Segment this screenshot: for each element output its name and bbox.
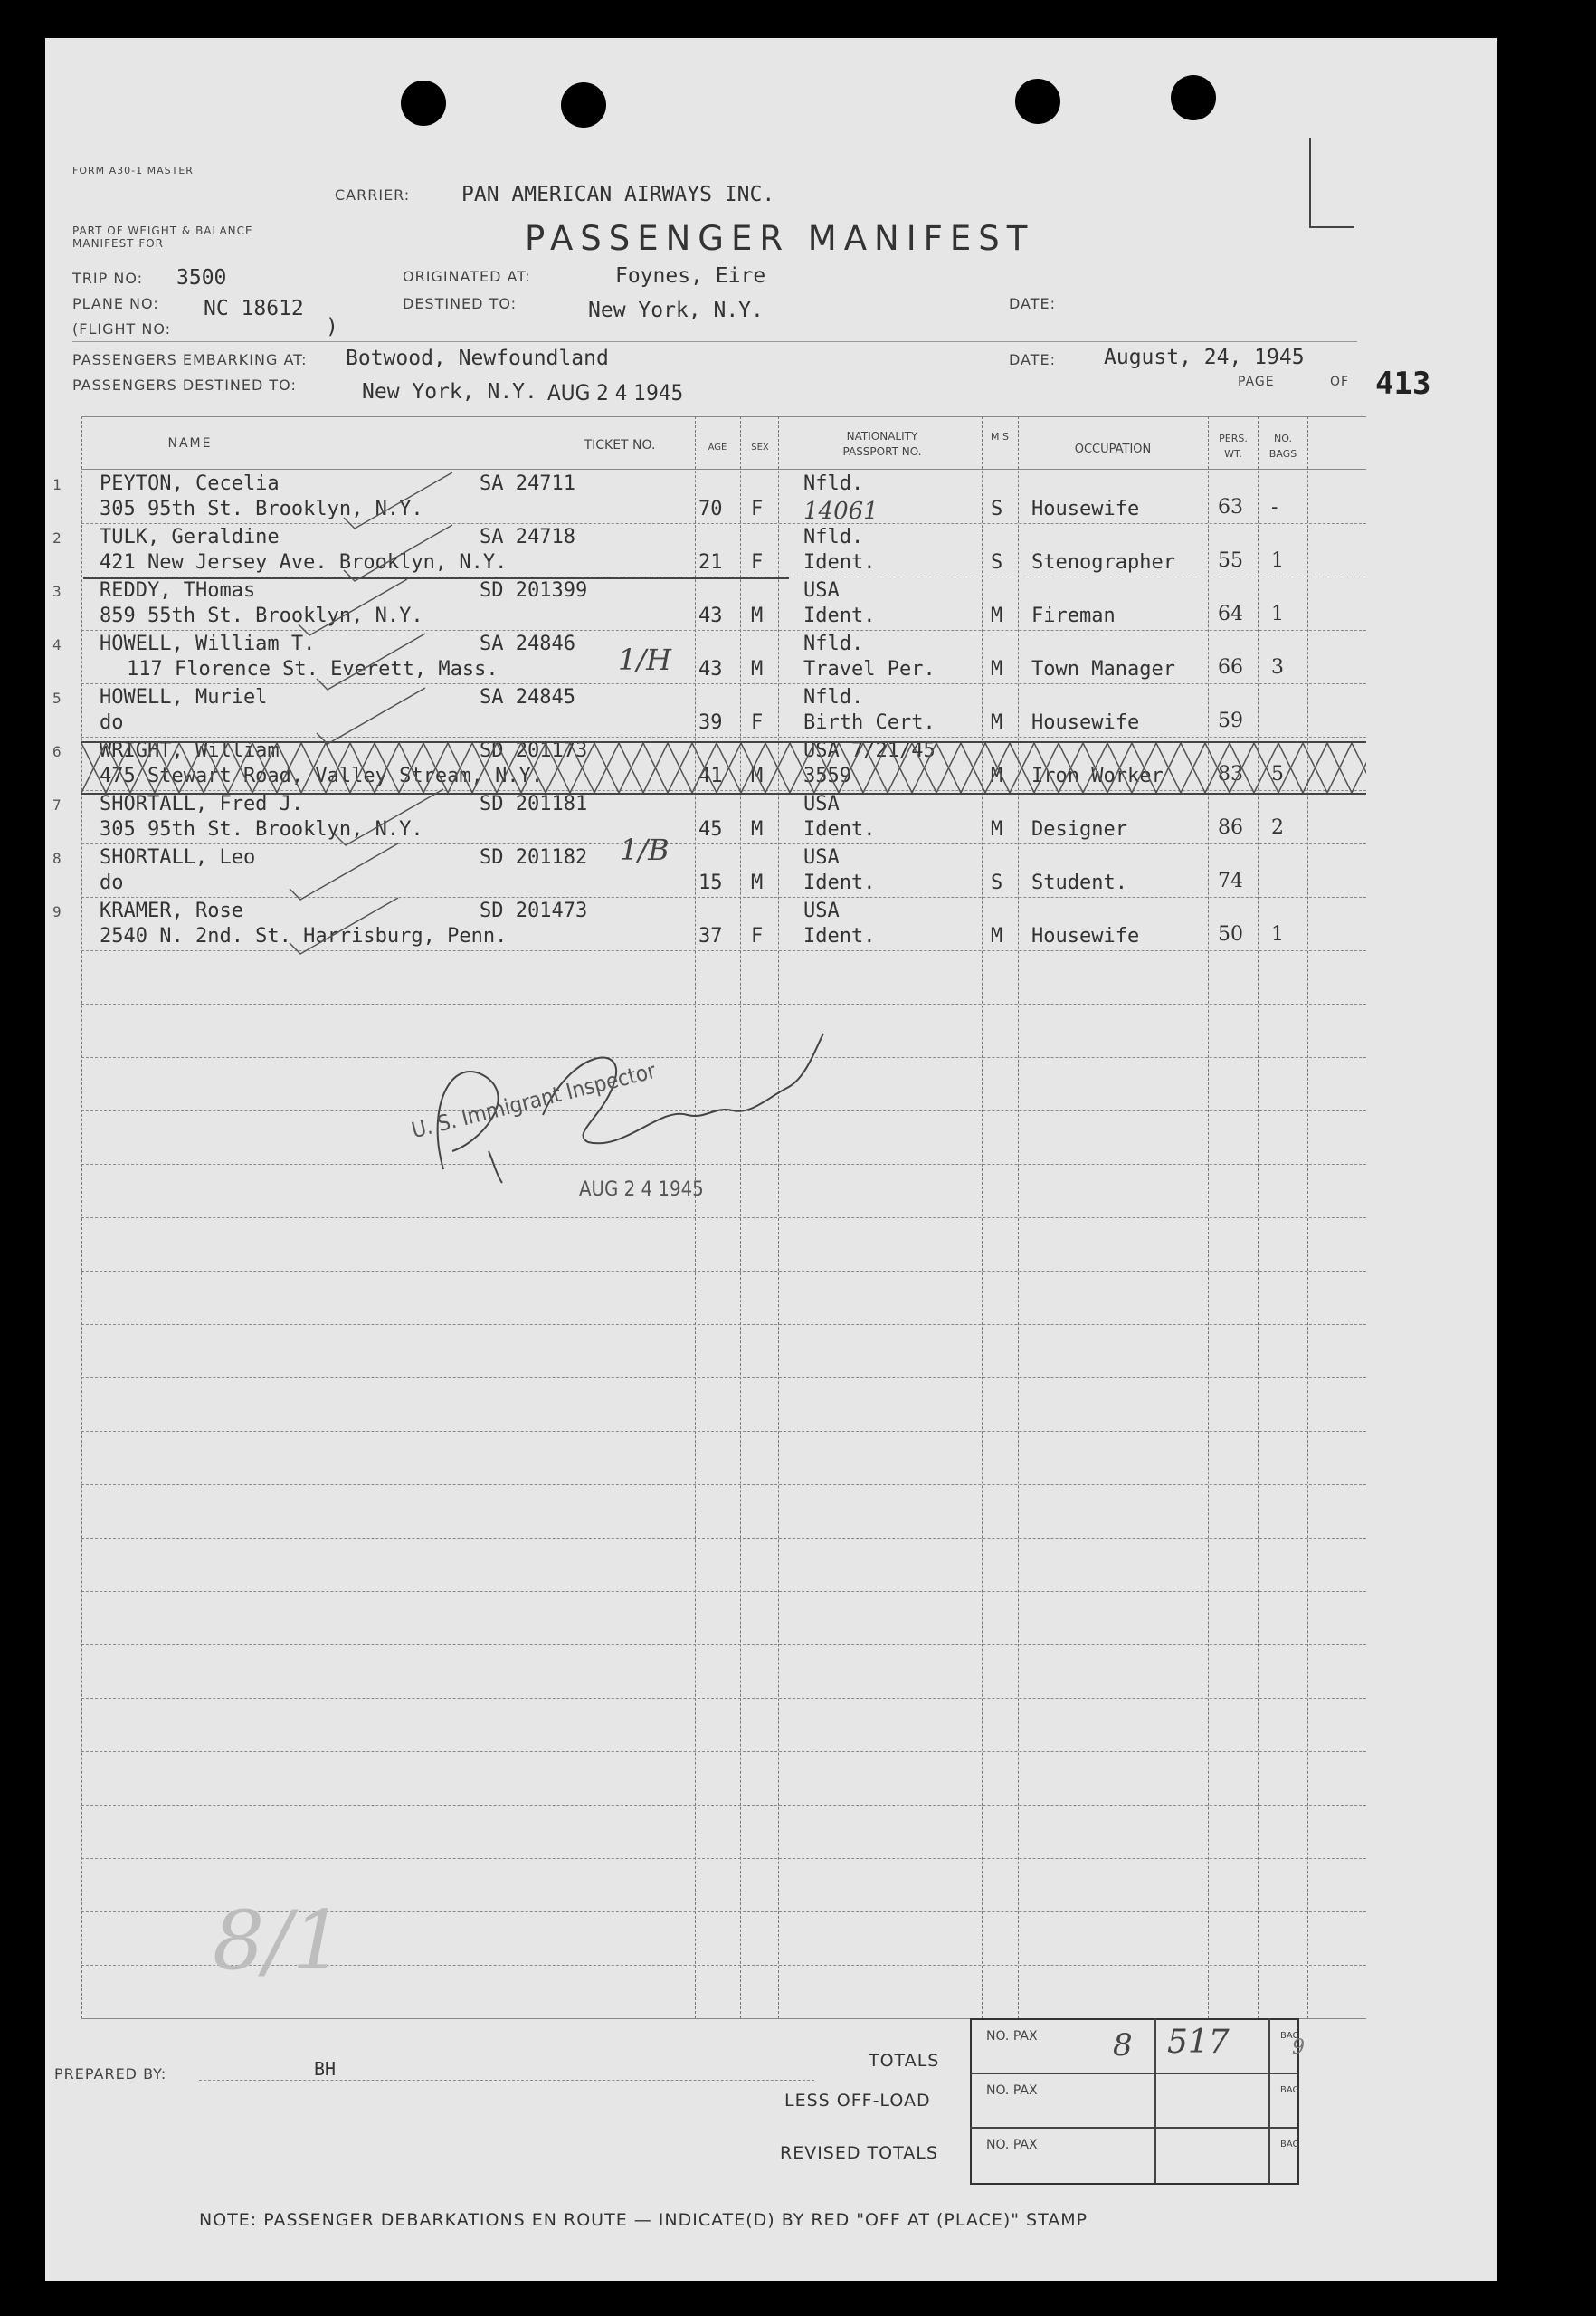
- punch-hole: [1015, 79, 1060, 124]
- flight-label: (FLIGHT NO:: [72, 320, 172, 338]
- ruled-line: [81, 1805, 1366, 1806]
- cell-bags: -: [1271, 496, 1278, 519]
- page-number: 413: [1375, 366, 1431, 402]
- row-number: 7: [52, 796, 62, 814]
- cell-bags: 3: [1271, 656, 1284, 679]
- form-number: FORM A30-1 MASTER: [72, 165, 194, 176]
- ruled-line: [81, 1538, 1366, 1539]
- plane-value: NC 18612: [204, 297, 304, 320]
- cell-address: 305 95th St. Brooklyn, N.Y.: [100, 818, 423, 841]
- originated-value: Foynes, Eire: [615, 264, 766, 288]
- total-bags: 9: [1292, 2036, 1305, 2059]
- cell-age: 37: [698, 925, 723, 948]
- cell-occupation: Housewife: [1031, 498, 1140, 520]
- cell-weight: 50: [1218, 923, 1243, 946]
- cell-nat: Nfld.: [803, 472, 864, 495]
- table-header-border: [81, 469, 1366, 470]
- destined2-label: PASSENGERS DESTINED TO:: [72, 376, 297, 394]
- cell-name: PEYTON, Cecelia: [100, 472, 280, 495]
- cell-weight: 64: [1218, 603, 1243, 625]
- carrier-label: CARRIER:: [335, 186, 411, 204]
- revised-totals-label: REVISED TOTALS: [780, 2143, 938, 2163]
- pax-label: NO. PAX: [986, 2138, 1038, 2152]
- cell-ticket: SD 201173: [480, 739, 588, 762]
- row-number: 6: [52, 743, 62, 760]
- cell-ms: S: [991, 872, 1003, 894]
- cell-address: 475 Stewart Road, Valley Stream, N.Y.: [100, 765, 544, 787]
- col-header-sex: SEX: [751, 443, 769, 453]
- ruled-line: [81, 1431, 1366, 1432]
- cell-ticket: SA 24718: [480, 526, 575, 548]
- strikeout-x: [423, 743, 472, 793]
- manifest-page: [45, 38, 1497, 2281]
- cell-age: 70: [698, 498, 723, 520]
- ruled-line: [81, 523, 1366, 524]
- cell-nat: USA: [803, 900, 840, 922]
- inspector-stamp-date: AUG 2 4 1945: [579, 1178, 704, 1201]
- strikeout-x: [326, 743, 375, 793]
- cell-ms: M: [991, 765, 1003, 787]
- cell-ticket: SA 24711: [480, 472, 575, 495]
- strikeout-x: [1010, 743, 1059, 793]
- ruled-line: [81, 630, 1366, 631]
- embarking-value: Botwood, Newfoundland: [346, 347, 609, 370]
- row-number: 5: [52, 690, 62, 707]
- total-pax: 8: [1113, 2027, 1133, 2063]
- cell-ticket: SD 201473: [480, 900, 588, 922]
- bags-label: BAG: [1280, 2085, 1300, 2095]
- totals-divider: [1268, 2018, 1270, 2183]
- cell-passport: Ident.: [803, 551, 876, 574]
- cell-ticket: SD 201181: [480, 793, 588, 815]
- punch-hole: [401, 81, 446, 126]
- cell-sex: M: [751, 605, 764, 627]
- table-top-border: [81, 416, 1366, 417]
- cell-nat: USA: [803, 579, 840, 602]
- row-number: 2: [52, 529, 62, 547]
- originated-label: ORIGINATED AT:: [403, 268, 531, 285]
- ruled-line: [81, 950, 1366, 951]
- cell-age: 39: [698, 711, 723, 734]
- cell-occupation: Stenographer: [1031, 551, 1175, 574]
- cell-address: 117 Florence St. Everett, Mass.: [127, 658, 499, 681]
- col-header-nationality: NATIONALITY PASSPORT NO.: [842, 430, 922, 458]
- page-of-label: OF: [1330, 375, 1350, 389]
- ruled-line: [81, 897, 1366, 898]
- strikeout-x: [472, 743, 521, 793]
- row-number: 9: [52, 903, 62, 920]
- cell-passport: Travel Per.: [803, 658, 936, 681]
- check-mark: [317, 688, 425, 744]
- pax-label: NO. PAX: [986, 2029, 1038, 2044]
- cell-sex: F: [751, 498, 764, 520]
- cell-name: REDDY, THomas: [100, 579, 256, 602]
- strikeout-x: [1107, 743, 1156, 793]
- ruled-line: [81, 1271, 1366, 1272]
- cell-ms: M: [991, 605, 1003, 627]
- cell-weight: 66: [1218, 656, 1243, 679]
- strikeout-x: [1303, 743, 1352, 793]
- total-weight: 517: [1167, 2024, 1230, 2061]
- ruled-line: [81, 1484, 1366, 1485]
- cell-occupation: Housewife: [1031, 925, 1140, 948]
- strikeout-x: [1059, 743, 1107, 793]
- ruled-line: [81, 1698, 1366, 1699]
- divider: [72, 341, 1357, 342]
- cell-age: 15: [698, 872, 723, 894]
- totals-divider: [970, 2127, 1297, 2129]
- footer-note: NOTE: PASSENGER DEBARKATIONS EN ROUTE — INDICATE(D) BY RED "OFF AT (PLACE)" STAMP: [199, 2210, 1088, 2230]
- trip-label: TRIP NO:: [72, 270, 144, 287]
- strikeout-x: [1254, 743, 1303, 793]
- strikeout-x: [277, 743, 326, 793]
- bags-label: BAG: [1280, 2031, 1300, 2041]
- page-title: PASSENGER MANIFEST: [525, 219, 1035, 258]
- cell-age: 45: [698, 818, 723, 841]
- strikeout-x: [668, 743, 717, 793]
- strikeout-x: [912, 743, 961, 793]
- flight-close: ): [326, 315, 338, 338]
- strikeout-x: [814, 743, 863, 793]
- ruled-line: [81, 1217, 1366, 1218]
- cell-sex: M: [751, 765, 764, 787]
- cell-address: 305 95th St. Brooklyn, N.Y.: [100, 498, 423, 520]
- cell-address: do: [100, 872, 124, 894]
- part-of-label: PART OF WEIGHT & BALANCE MANIFEST FOR: [72, 224, 253, 250]
- cell-age: 21: [698, 551, 723, 574]
- cell-nat: Nfld.: [803, 526, 864, 548]
- destined2-value: New York, N.Y.: [362, 380, 537, 404]
- trip-value: 3500: [176, 266, 227, 290]
- faint-margin-mark: 8/1: [213, 1893, 344, 1988]
- cell-nat: Nfld.: [803, 686, 864, 709]
- destined-value: New York, N.Y.: [588, 299, 764, 322]
- strikeout-x: [130, 743, 179, 793]
- cell-passport: Ident.: [803, 605, 876, 627]
- inspector-stamp: U. S. Immigrant Inspector: [409, 1058, 659, 1144]
- cell-passport: Ident.: [803, 925, 876, 948]
- cell-age: 41: [698, 765, 723, 787]
- totals-divider: [1154, 2018, 1156, 2183]
- ruled-line: [81, 1644, 1366, 1645]
- cell-sex: F: [751, 711, 764, 734]
- col-header-weight: PERS. WT.: [1219, 433, 1248, 460]
- cell-occupation: Designer: [1031, 818, 1127, 841]
- row-number: 1: [52, 476, 62, 493]
- cell-name: HOWELL, William T.: [100, 633, 316, 655]
- row-number: 4: [52, 636, 62, 653]
- strikeout-x: [863, 743, 912, 793]
- ruled-line: [81, 843, 1366, 844]
- cell-name: SHORTALL, Fred J.: [100, 793, 304, 815]
- col-header-bags: NO. BAGS: [1268, 433, 1297, 460]
- cell-sex: F: [751, 925, 764, 948]
- cell-ms: M: [991, 818, 1003, 841]
- col-header-name: NAME: [167, 436, 213, 451]
- row-underline: [83, 577, 789, 579]
- embarking-label: PASSENGERS EMBARKING AT:: [72, 351, 308, 368]
- strikeout-x: [619, 743, 668, 793]
- embark-date-label: DATE:: [1009, 351, 1057, 368]
- cell-address: do: [100, 711, 124, 734]
- handwritten-code: 1/H: [618, 643, 672, 677]
- strikeout-x: [375, 743, 423, 793]
- strikeout-x: [1156, 743, 1205, 793]
- destined-label: DESTINED TO:: [403, 295, 518, 312]
- cell-nat: Nfld.: [803, 633, 864, 655]
- carrier-value: PAN AMERICAN AIRWAYS INC.: [461, 183, 775, 206]
- cell-age: 43: [698, 605, 723, 627]
- cell-ms: M: [991, 925, 1003, 948]
- strikeout-x: [228, 743, 277, 793]
- cell-name: HOWELL, Muriel: [100, 686, 268, 709]
- pax-label: NO. PAX: [986, 2083, 1038, 2098]
- cell-passport: Ident.: [803, 818, 876, 841]
- ruled-line: [81, 737, 1366, 738]
- strikeout-x: [1352, 743, 1366, 793]
- corner-bracket: [1309, 138, 1311, 228]
- ruled-line: [81, 1004, 1366, 1005]
- plane-label: PLANE NO:: [72, 295, 159, 312]
- cell-occupation: Iron Worker: [1031, 765, 1164, 787]
- cell-ticket: SA 24845: [480, 686, 575, 709]
- cell-passport: 3559: [803, 765, 851, 787]
- row-number: 3: [52, 583, 62, 600]
- cell-weight: 86: [1218, 816, 1243, 839]
- col-header-age: AGE: [708, 443, 727, 453]
- row-strikeout: [81, 741, 1366, 796]
- col-header-ticket: TICKET NO.: [584, 438, 656, 453]
- col-header-occupation: OCCUPATION: [1074, 443, 1152, 456]
- ruled-line: [81, 1377, 1366, 1378]
- ruled-line: [81, 1591, 1366, 1592]
- cell-occupation: Housewife: [1031, 711, 1140, 734]
- cell-sex: M: [751, 658, 764, 681]
- strikeout-x: [765, 743, 814, 793]
- cell-occupation: Town Manager: [1031, 658, 1175, 681]
- cell-weight: 63: [1218, 496, 1243, 519]
- cell-nat: USA: [803, 793, 840, 815]
- strikeout-x: [1205, 743, 1254, 793]
- row-number: 8: [52, 850, 62, 867]
- col-header-ms: M S: [991, 431, 1009, 443]
- cell-bags: 1: [1271, 603, 1284, 625]
- strikeout-x: [81, 743, 130, 793]
- cell-weight: 83: [1218, 763, 1243, 786]
- ruled-line: [81, 1324, 1366, 1325]
- strikeout-x: [717, 743, 765, 793]
- cell-nat: USA: [803, 846, 840, 869]
- prepared-label: PREPARED BY:: [54, 2065, 167, 2082]
- totals-label: TOTALS: [869, 2051, 940, 2071]
- cell-bags: 5: [1271, 763, 1284, 786]
- cell-ms: S: [991, 498, 1003, 520]
- cell-ms: S: [991, 551, 1003, 574]
- cell-occupation: Student.: [1031, 872, 1127, 894]
- cell-name: SHORTALL, Leo: [100, 846, 256, 869]
- strikeout-x: [521, 743, 570, 793]
- cell-passport: 14061: [803, 498, 879, 525]
- check-mark: [290, 843, 398, 900]
- cell-ms: M: [991, 711, 1003, 734]
- cell-passport: Ident.: [803, 872, 876, 894]
- strikeout-x: [961, 743, 1010, 793]
- cell-ms: M: [991, 658, 1003, 681]
- ruled-line: [81, 1858, 1366, 1859]
- cell-name: WRIGHT, William: [100, 739, 280, 762]
- cell-age: 43: [698, 658, 723, 681]
- cell-sex: M: [751, 818, 764, 841]
- ruled-line: [81, 683, 1366, 684]
- cell-address: 421 New Jersey Ave. Brooklyn, N.Y.: [100, 551, 508, 574]
- cell-address: 859 55th St. Brooklyn, N.Y.: [100, 605, 423, 627]
- punch-hole: [1171, 75, 1216, 120]
- punch-hole: [561, 82, 606, 128]
- date-label: DATE:: [1009, 295, 1057, 312]
- cell-address: 2540 N. 2nd. St. Harrisburg, Penn.: [100, 925, 508, 948]
- ruled-line: [81, 1751, 1366, 1752]
- off-load-label: LESS OFF-LOAD: [784, 2091, 931, 2111]
- cell-bags: 1: [1271, 923, 1284, 946]
- prepared-line: [199, 2080, 814, 2081]
- cell-ticket: SD 201182: [480, 846, 588, 869]
- strikeout-x: [179, 743, 228, 793]
- cell-bags: 1: [1271, 549, 1284, 572]
- bags-label: BAG: [1280, 2140, 1300, 2149]
- cell-sex: M: [751, 872, 764, 894]
- corner-bracket: [1309, 226, 1354, 228]
- prepared-value: BH: [314, 2058, 337, 2080]
- cell-name: KRAMER, Rose: [100, 900, 243, 922]
- strikeout-x: [570, 743, 619, 793]
- cell-ticket: SD 201399: [480, 579, 588, 602]
- totals-divider: [970, 2073, 1297, 2074]
- cell-ticket: SA 24846: [480, 633, 575, 655]
- cell-weight: 55: [1218, 549, 1243, 572]
- header-date-stamp: AUG 2 4 1945: [547, 380, 684, 405]
- cell-occupation: Fireman: [1031, 605, 1116, 627]
- embark-date-value: August, 24, 1945: [1104, 346, 1305, 369]
- cell-weight: 59: [1218, 710, 1243, 732]
- cell-bags: 2: [1271, 816, 1284, 839]
- cell-weight: 74: [1218, 870, 1243, 892]
- cell-passport: Birth Cert.: [803, 711, 936, 734]
- handwritten-code: 1/B: [620, 833, 670, 867]
- cell-nat: USA 7/21/45: [803, 739, 936, 762]
- cell-name: TULK, Geraldine: [100, 526, 280, 548]
- cell-sex: F: [751, 551, 764, 574]
- page-label: PAGE: [1238, 375, 1275, 389]
